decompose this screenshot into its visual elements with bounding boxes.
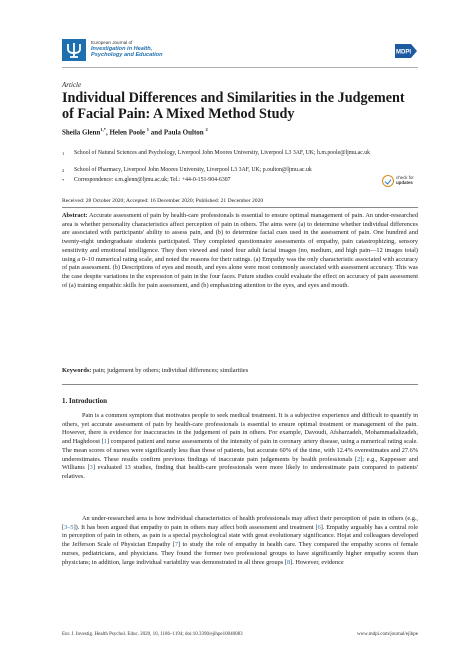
correspondence [62, 177, 418, 185]
journal-name-line1: European Journal of [91, 40, 133, 45]
journal-name-line3: Psychology and Education [91, 52, 163, 59]
author-name: Sheila Glenn [62, 128, 101, 137]
publication-dates: Received: 28 October 2020; Accepted: 16 December 2020; Published: 21 December 2020 [62, 198, 264, 204]
paragraph-text: ]; e.g., Kappesser and Williams [ [62, 455, 418, 472]
article-type: Article [62, 81, 82, 89]
citation-link[interactable]: 2 [357, 455, 361, 463]
paragraph-text: ]). It has been argued that empathy to pain in others may affect both assessment and treatment [ [73, 523, 318, 531]
footer-citation: Eur. J. Investig. Health Psychol. Educ. 2020, 10, 1186–1194; doi:10.3390/ejihpe10040083 [62, 632, 243, 637]
citation-link[interactable]: 1 [103, 438, 107, 446]
check-icon [382, 175, 394, 187]
author-affiliation-mark: 1,* [100, 127, 106, 132]
paragraph-text: ] compared patient and nurse assessments of the intensity of pain in coronary artery disease, using a numerical rating scale. The mean scores of nurses were significantly less than those of patients, but accurate 60% of the time, with 12.4% overestimates and 27.6% underestimates. These results confirm previous findings of inaccurate pain judgements by health professionals [ [62, 438, 419, 463]
author-affiliation-mark: 2 [205, 127, 208, 132]
citation-link[interactable]: 8 [286, 558, 291, 566]
citation-link[interactable]: 3–5 [64, 523, 74, 531]
citation-link[interactable]: 6 [317, 523, 321, 531]
paragraph-text: ]. Empathy arguably has a central role in perception of pain in others, as pain is a special psychological state with great evolutionary significance. Hojat and colleagues developed the Jefferson Scale of Physician Empathy [ [62, 523, 418, 549]
paper-title: Individual Differences and Similarities in the Judgement of Facial Pain: A Mixed Method Study [62, 90, 405, 122]
paragraph-text: ] evaluated 13 studies, finding that health-care professionals were more likely to underestimate pain compared to patients' relatives. [62, 464, 418, 480]
mdpi-logo-icon [394, 42, 418, 60]
correspondence-text: Correspondence: s.m.glenn@ljmu.ac.uk; Tel.: +44-0-151-904-6307 [74, 177, 231, 183]
affiliation-mark: * [62, 178, 65, 183]
journal-logo [62, 39, 86, 61]
section-heading: 1. Introduction [62, 397, 107, 405]
affiliation-mark: 1 [62, 151, 65, 156]
journal-name-line2: Investigation in Health, [91, 46, 153, 53]
divider [62, 384, 418, 385]
keywords-label: Keywords: [62, 367, 92, 374]
psi-logo-icon [62, 39, 86, 61]
author-affiliation-mark: 1 [146, 127, 150, 132]
affiliation-text: School of Natural Sciences and Psychology, Liverpool John Moores University, Liverpool L3 3AF, UK; h.m.poole@ljmu.ac.uk [74, 150, 371, 156]
publisher-name: MDPI [396, 49, 411, 56]
mdpi-logo [394, 42, 418, 60]
paragraph-text: An under-researched area is how individual characteristics of health professionals may affect their perception of pain in others (e.g., [ [62, 515, 418, 531]
paragraph-text: ] to study the role of empathy in health care. They compared the empathy scores of female nurses, pediatricians, and physicians. They found the former two professional groups to have significantly higher empathy scores than physicians; in addition, large individual variability was demonstrated in all three groups [ [62, 541, 418, 566]
affiliation-2 [62, 167, 418, 175]
badge-line2: updates [396, 180, 413, 185]
abstract [62, 212, 418, 290]
paragraph-text: ]. However, evidence [290, 558, 344, 566]
check-for-updates-badge[interactable] [382, 172, 414, 192]
intro-paragraph-1 [62, 412, 418, 482]
keywords [62, 367, 418, 376]
affiliation-1 [62, 150, 418, 158]
header-divider [62, 67, 418, 68]
affiliation-mark: 2 [62, 168, 65, 173]
abstract-label: Abstract: [62, 212, 88, 219]
citation-link[interactable]: 7 [174, 541, 179, 549]
journal-name [91, 40, 241, 59]
citation-link[interactable]: 3 [89, 464, 93, 472]
footer-journal-url[interactable]: www.mdpi.com/journal/ejihpe [356, 632, 418, 637]
author-list [62, 127, 418, 136]
intro-paragraph-2 [62, 515, 418, 567]
abstract-text: Accurate assessment of pain by health-care professionals is essential to ensure optimal management of pain. An under-researched area is whether personality characteristics affect perception of pain in others. The aims were (a) to determine whether individual differences are associated with participants' ability to assess pain, and (b) to determine facial cues used in the assessment of pain. One hundred and twenty-eight undergraduate students participated. They completed questionnaire assessments of empathy, pain catastrophizing, sensory sensitivity and emotional intelligence. They then viewed and rated four adult facial images (no, medium, and high pain—12 images total) using a 0–10 numerical rating scale, and noted the reasons for their ratings. (a) Empathy was the only characteristic associated with accuracy of pain assessment. (b) Descriptions of eyes and mouth, and eyes alone were most commonly associated with assessment accuracy. This was the case despite variations in the expression of pain in the four faces. Future studies could evaluate the effect on accuracy of pain assessment of (a) training empathic skills for pain assessment, and (b) emphasizing attention to the eyes, and eyes and mouth. [62, 212, 418, 289]
badge-line1: check for [396, 175, 414, 180]
paragraph-text: Pain is a common symptom that motivates people to seek medical treatment. It is a subjective experience and difficult to quantify in others, yet accurate assessment of pain by health-care professionals is essential to ensure optimal treatment or management of the pain. However, there is evidence for inaccuracies in the judgement of pain in others. For example, Davoudi, Afsharzadeh, Mohammadalizadeh, and Haghdoost [ [62, 412, 418, 446]
keywords-text: pain; judgement by others; individual differences; similarities [92, 367, 249, 374]
divider [62, 207, 418, 208]
affiliation-text: School of Pharmacy, Liverpool John Moores University, Liverpool L3 3AF, UK; p.oulton@ljmu.ac.uk [74, 167, 312, 173]
author-name: and Paula Oulton [149, 128, 204, 137]
author-name: , Helen Poole [105, 128, 146, 137]
